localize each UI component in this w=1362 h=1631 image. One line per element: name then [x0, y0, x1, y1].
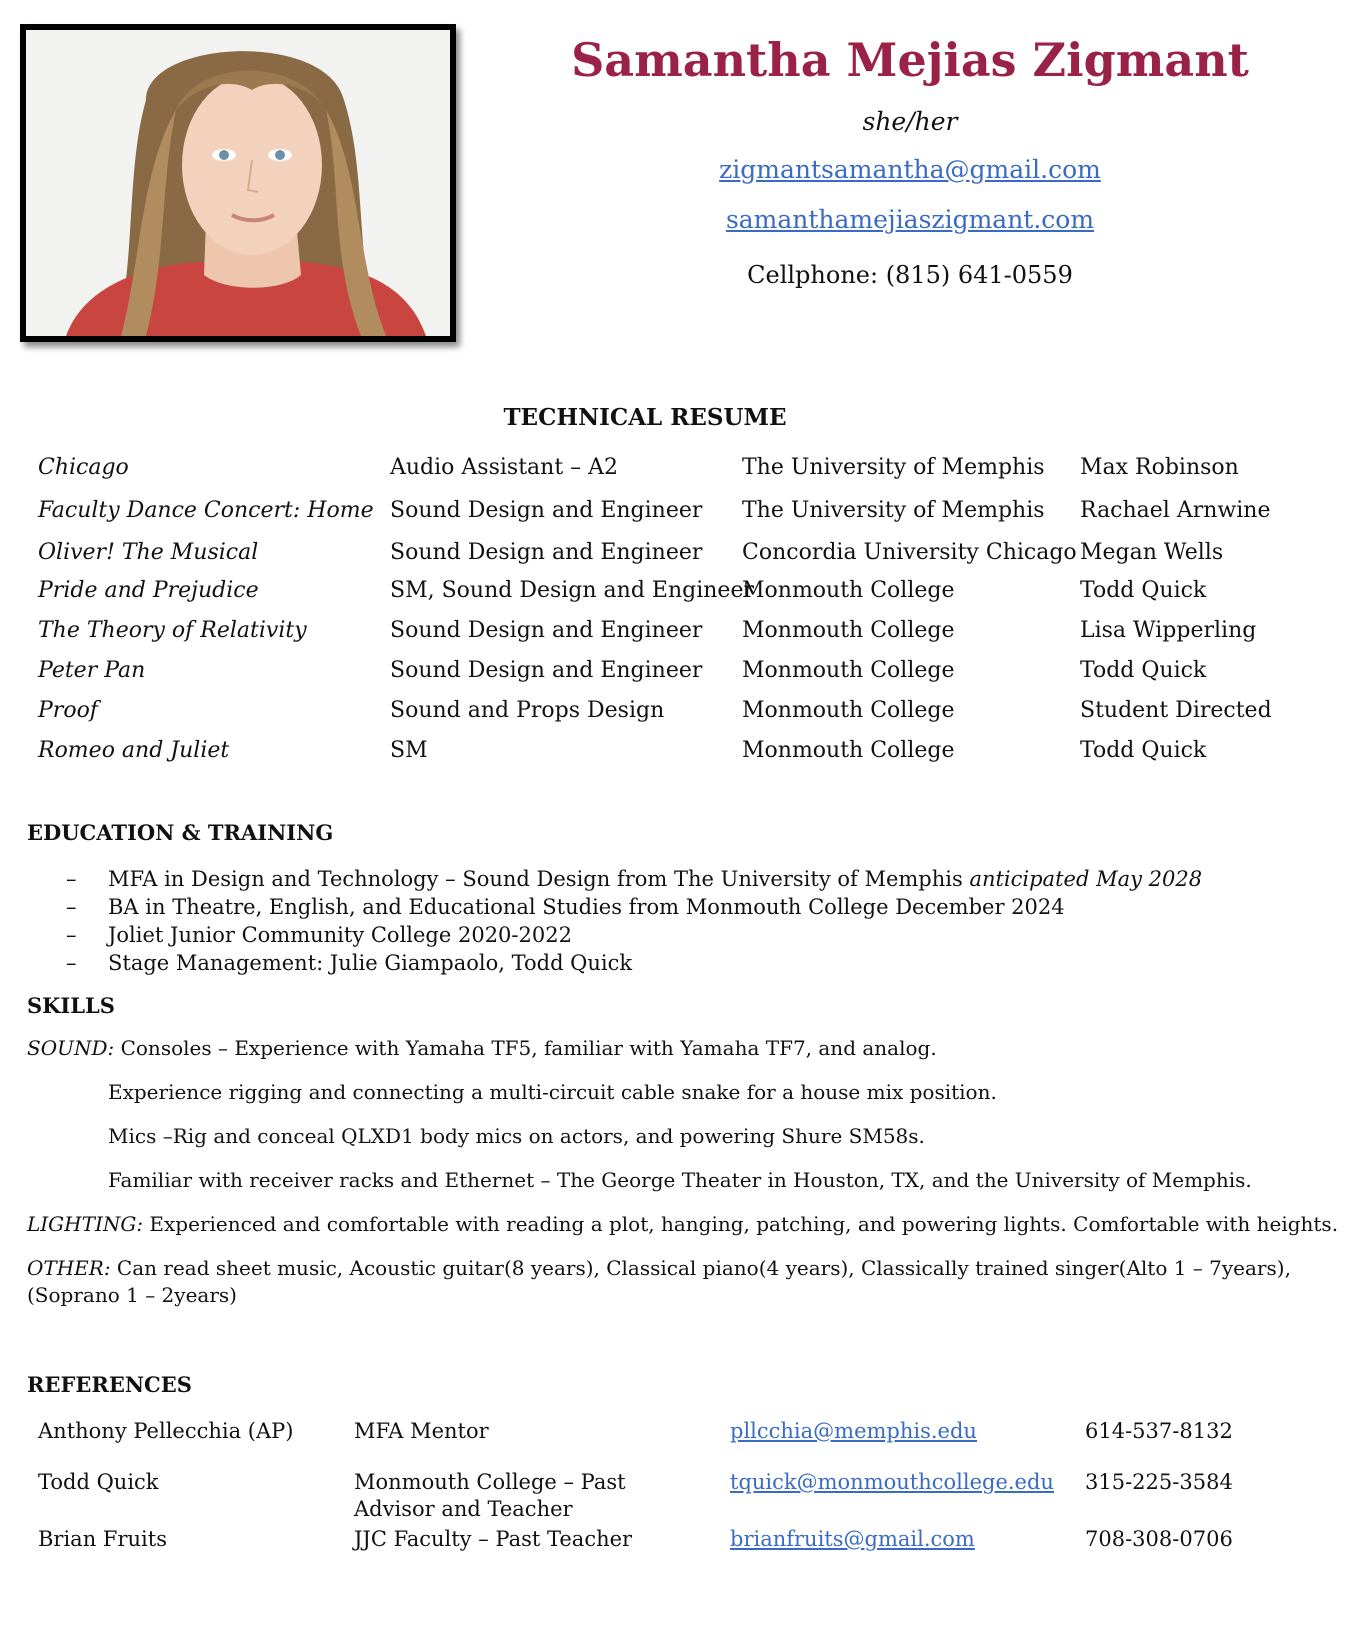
- reference-role: JJC Faculty – Past Teacher: [354, 1527, 633, 1551]
- credit-director: Todd Quick: [1080, 658, 1207, 683]
- credit-row: [0, 654, 1362, 688]
- reference-phone: 614-537-8132: [1085, 1419, 1233, 1443]
- credit-venue: Monmouth College: [742, 738, 955, 763]
- credit-director: Todd Quick: [1080, 578, 1207, 603]
- reference-email-link[interactable]: brianfruits@gmail.com: [730, 1527, 975, 1551]
- credit-role: Sound Design and Engineer: [390, 618, 703, 643]
- show-title: Romeo and Juliet: [38, 738, 230, 763]
- skill-label-sound: SOUND:: [27, 1036, 115, 1060]
- credit-venue: Concordia University Chicago: [742, 540, 1077, 565]
- reference-role: MFA Mentor: [354, 1419, 489, 1443]
- headshot-illustration: [26, 30, 450, 336]
- education-text: MFA in Design and Technology – Sound Design from The University of Memphis anticipated May 2028: [108, 867, 1203, 891]
- show-title: The Theory of Relativity: [38, 618, 307, 643]
- credit-venue: Monmouth College: [742, 658, 955, 683]
- skills-heading: SKILLS: [27, 993, 115, 1018]
- credit-director: Rachael Arnwine: [1080, 498, 1271, 523]
- reference-name: Todd Quick: [38, 1470, 159, 1494]
- headshot-photo: [20, 24, 456, 342]
- education-emphasis: anticipated May 2028: [969, 867, 1203, 891]
- education-item: [0, 949, 1362, 977]
- credit-role: Sound Design and Engineer: [390, 498, 703, 523]
- skill-sound-line: Mics –Rig and conceal QLXD1 body mics on actors, and powering Shure SM58s.: [108, 1124, 925, 1148]
- credit-director: Student Directed: [1080, 698, 1272, 723]
- show-title: Pride and Prejudice: [38, 578, 259, 603]
- credit-director: Lisa Wipperling: [1080, 618, 1257, 643]
- email-link[interactable]: zigmantsamantha@gmail.com: [719, 155, 1101, 184]
- credit-role: Sound and Props Design: [390, 698, 665, 723]
- credit-role: Sound Design and Engineer: [390, 540, 703, 565]
- education-item: [0, 865, 1362, 893]
- reference-name: Brian Fruits: [38, 1527, 167, 1551]
- skill-lighting-line: LIGHTING: Experienced and comfortable with reading a plot, hanging, patching, and powering lights. Comfortable with heights.: [27, 1212, 1339, 1236]
- skill-other-line: OTHER: Can read sheet music, Acoustic guitar(8 years), Classical piano(4 years), Classically trained singer(Alto 1 – 7years),: [27, 1256, 1291, 1280]
- show-title: Peter Pan: [38, 658, 146, 683]
- list-dash: –: [66, 895, 77, 919]
- credit-venue: Monmouth College: [742, 578, 955, 603]
- reference-phone: 315-225-3584: [1085, 1470, 1233, 1494]
- credit-venue: Monmouth College: [742, 618, 955, 643]
- credit-row: [0, 614, 1362, 648]
- credit-role: Audio Assistant – A2: [390, 455, 619, 480]
- skill-sound-line: SOUND: Consoles – Experience with Yamaha TF5, familiar with Yamaha TF7, and analog.: [27, 1036, 937, 1060]
- website-link[interactable]: samanthamejiaszigmant.com: [725, 205, 1095, 234]
- skill-label-other: OTHER:: [27, 1256, 111, 1280]
- phone-number: Cellphone: (815) 641-0559: [747, 261, 1073, 289]
- skill-sound-line: Experience rigging and connecting a multi-circuit cable snake for a house mix position.: [108, 1080, 997, 1104]
- education-text: BA in Theatre, English, and Educational Studies from Monmouth College December 2024: [108, 895, 1065, 919]
- education-item: [0, 921, 1362, 949]
- credit-role: Sound Design and Engineer: [390, 658, 703, 683]
- credit-row: [0, 574, 1362, 608]
- education-text: Joliet Junior Community College 2020-2022: [108, 923, 572, 947]
- credit-row: [0, 694, 1362, 728]
- credit-venue: The University of Memphis: [742, 498, 1045, 523]
- show-title: Oliver! The Musical: [38, 540, 259, 565]
- candidate-name: Samantha Mejias Zigmant: [571, 33, 1249, 87]
- reference-email-link[interactable]: pllcchia@memphis.edu: [730, 1419, 977, 1443]
- technical-resume-heading: TECHNICAL RESUME: [503, 404, 787, 431]
- skill-label-lighting: LIGHTING:: [27, 1212, 144, 1236]
- reference-phone: 708-308-0706: [1085, 1527, 1233, 1551]
- credit-row: [0, 494, 1362, 528]
- credit-row: [0, 451, 1362, 485]
- reference-role: Monmouth College – Past Advisor and Teacher: [354, 1470, 626, 1521]
- show-title: Faculty Dance Concert: Home: [38, 498, 374, 523]
- credit-role: SM: [390, 738, 428, 763]
- list-dash: –: [66, 867, 77, 891]
- pronouns: she/her: [862, 107, 958, 136]
- credit-director: Megan Wells: [1080, 540, 1224, 565]
- credit-director: Todd Quick: [1080, 738, 1207, 763]
- credit-director: Max Robinson: [1080, 455, 1239, 480]
- skill-sound-line: Familiar with receiver racks and Ethernet – The George Theater in Houston, TX, and the University of Memphis.: [108, 1168, 1252, 1192]
- credit-row: [0, 536, 1362, 570]
- skill-other-line: (Soprano 1 – 2years): [27, 1283, 237, 1307]
- references-heading: REFERENCES: [27, 1372, 192, 1397]
- show-title: Chicago: [38, 455, 129, 480]
- credit-role: SM, Sound Design and Engineer: [390, 578, 754, 603]
- credit-venue: Monmouth College: [742, 698, 955, 723]
- education-heading: EDUCATION & TRAINING: [27, 820, 334, 845]
- credit-venue: The University of Memphis: [742, 455, 1045, 480]
- show-title: Proof: [38, 698, 98, 723]
- education-item: [0, 893, 1362, 921]
- list-dash: –: [66, 951, 77, 975]
- education-text: Stage Management: Julie Giampaolo, Todd Quick: [108, 951, 633, 975]
- reference-email-link[interactable]: tquick@monmouthcollege.edu: [730, 1470, 1054, 1494]
- reference-name: Anthony Pellecchia (AP): [38, 1419, 294, 1443]
- credit-row: [0, 734, 1362, 768]
- list-dash: –: [66, 923, 77, 947]
